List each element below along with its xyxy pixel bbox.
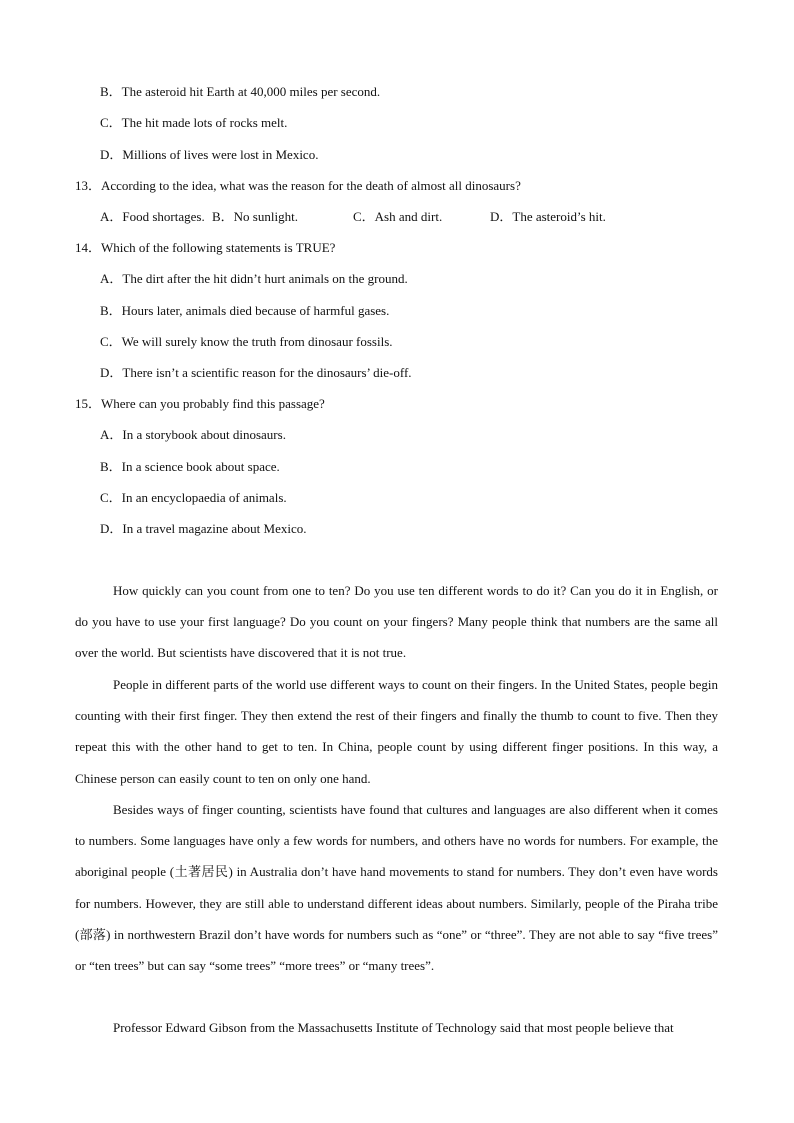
q13-option-a: A．Food shortages. (100, 209, 205, 224)
q14-option-c: C．We will surely know the truth from dinosaur fossils. (100, 334, 393, 349)
q12-option-d: D．Millions of lives were lost in Mexico. (100, 147, 319, 162)
q15-option-d: D．In a travel magazine about Mexico. (100, 521, 307, 536)
q14-option-b: B．Hours later, animals died because of harmful gases. (100, 303, 390, 318)
q15-option-c: C．In an encyclopaedia of animals. (100, 490, 287, 505)
q14-option-d: D．There isn’t a scientific reason for the dinosaurs’ die-off. (100, 365, 412, 380)
q13-option-c: C．Ash and dirt. (353, 209, 443, 224)
q15-stem: 15．Where can you probably find this passage? (75, 396, 325, 411)
q12-option-b: B．The asteroid hit Earth at 40,000 miles per second. (100, 84, 381, 99)
q13-option-b: B．No sunlight. (212, 209, 298, 224)
q13-stem: 13．According to the idea, what was the reason for the death of almost all dinosaurs? (75, 178, 521, 193)
q14-option-a: A．The dirt after the hit didn’t hurt animals on the ground. (100, 271, 408, 286)
q14-stem: 14．Which of the following statements is TRUE? (75, 240, 336, 255)
q12-option-c: C．The hit made lots of rocks melt. (100, 115, 288, 130)
passage-paragraph-4: Professor Edward Gibson from the Massachusetts Institute of Technology said that most people believe that (113, 1020, 674, 1035)
passage-paragraph-3: Besides ways of finger counting, scientists have found that cultures and languages are also different when it comes to numbers. Some languages have only a few words for numbers, and others have no words for numbers. For example, the aboriginal people (土著居民) in Australia don’t have hand movements to stand for numbers. They don’t even have words for numbers. However, they are still able to understand different ideas about numbers. Similarly, people of the Piraha tribe (部落) in northwestern Brazil don’t have words for numbers such as “one” or “three”. They are not able to say “five trees” or “ten trees” but can say “some trees” “more trees” or “many trees”. (75, 802, 718, 974)
passage-paragraph-2: People in different parts of the world use different ways to count on their fingers. In the United States, people begin counting with their first finger. They then extend the rest of their fingers and finally the thumb to count to five. Then they repeat this with the other hand to get to ten. In China, people count by using different finger positions. In this way, a Chinese person can easily count to ten on only one hand. (75, 677, 718, 786)
q15-option-a: A．In a storybook about dinosaurs. (100, 427, 286, 442)
q15-option-b: B．In a science book about space. (100, 459, 280, 474)
passage-paragraph-1: How quickly can you count from one to ten? Do you use ten different words to do it? Can you do it in English, or do you have to use your first language? Do you count on your fingers? Many people think that numbers are the same all over the world. But scientists have discovered that it is not true. (75, 583, 718, 661)
q13-option-d: D．The asteroid’s hit. (490, 209, 606, 224)
